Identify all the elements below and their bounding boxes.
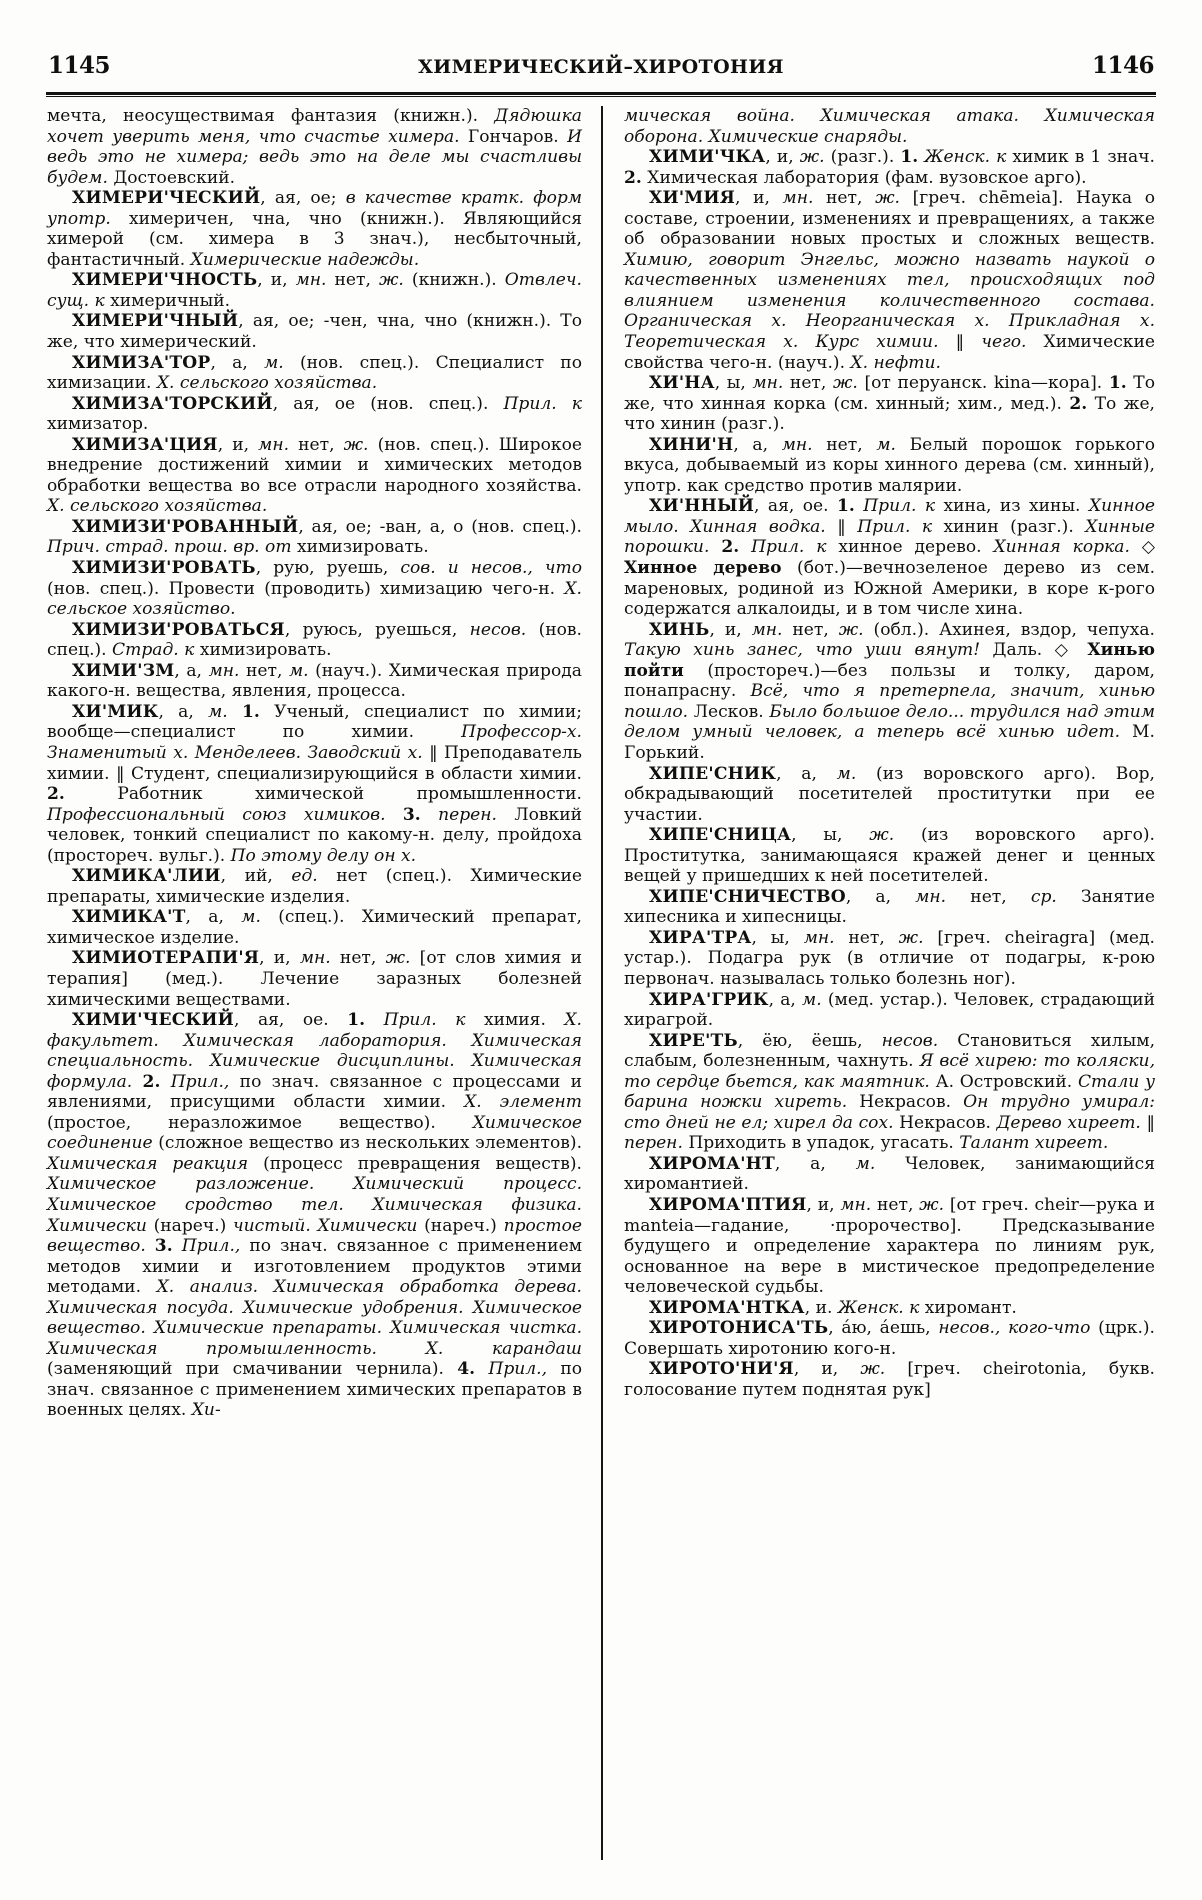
entry-himioterapiya <box>47 948 582 1010</box>
headword: ХИМИЗА'ТОРСКИЙ <box>72 393 273 414</box>
text-run: химеричный. <box>104 290 231 311</box>
headword: ХИПЕ'СНИЧЕСТВО <box>649 886 846 907</box>
entry-hiret <box>624 1031 1155 1154</box>
headword: ХИМЕРИ'ЧНЫЙ <box>72 311 239 332</box>
text-run: ср. <box>1030 886 1057 907</box>
running-head <box>48 52 1154 86</box>
text-run: Хи- <box>191 1400 221 1421</box>
text-run: нет, <box>871 1194 920 1215</box>
headword: ХИМИ'ЧКА <box>649 147 766 168</box>
text-run: , ий, <box>220 866 292 887</box>
headword: ХИ'МИК <box>72 701 159 722</box>
text-run <box>709 537 721 557</box>
headword: ХИМИКА'ЛИИ <box>72 866 221 887</box>
entry-himichesky <box>47 1010 582 1421</box>
sense-number: 1. <box>836 496 855 517</box>
page-number-left: 1145 <box>48 52 111 79</box>
headword: ХИРОМА'НТКА <box>649 1297 805 1318</box>
text-run: Х. нефти. <box>850 352 941 373</box>
entry-himizm <box>47 661 582 702</box>
text-run <box>421 805 438 825</box>
entry-hiratra <box>624 928 1155 990</box>
text-run: чистый. Химически <box>233 1215 418 1236</box>
headword: ХИМИЗИ'РОВАТЬСЯ <box>72 619 285 640</box>
text-run: ж. <box>898 927 924 948</box>
text-run: Прил. к <box>863 496 936 517</box>
entry-himizirovatsya <box>47 620 582 661</box>
entry-himichka <box>624 147 1155 188</box>
entry-himerichny <box>47 311 582 352</box>
text-run: м. <box>264 352 284 373</box>
text-run: ж. <box>869 825 895 846</box>
sense-number: 1. <box>900 147 919 168</box>
text-run: [греч. cheirotonia, букв. голосование путем поднятая рук] <box>624 1359 1155 1400</box>
text-run <box>132 1072 142 1092</box>
text-run: нет, <box>239 660 289 681</box>
text-run: химизировать. <box>291 537 429 558</box>
entry-hiromantiya <box>624 1195 1155 1298</box>
text-run: ж. <box>385 948 411 969</box>
header-rule <box>46 92 1156 97</box>
text-run: Стали у барина ножки хиреть. <box>624 1071 1155 1113</box>
text-run: мн. <box>915 886 947 907</box>
headword: ХИМИ'ЧЕСКИЙ <box>72 1010 235 1031</box>
text-run: , и, <box>709 619 752 640</box>
sense-number: 2. <box>1069 393 1088 414</box>
entry-himizirovat <box>47 558 582 620</box>
headword: ХИПЕ'СНИЦА <box>649 825 792 846</box>
text-run <box>855 496 863 516</box>
text-run: Приходить в упадок, угасать. <box>682 1133 960 1154</box>
text-run: Хинное мыло. Хинная водка. <box>624 496 1156 537</box>
headword: ХИМИКА'Т <box>72 907 186 928</box>
text-run: Хинная корка. <box>993 537 1130 558</box>
text-run: мн. <box>258 434 290 455</box>
text-run: мечта, неосуществимая фантазия (книжн.). <box>47 106 495 126</box>
text-run: Х. сельского хозяйства. <box>156 373 378 394</box>
text-run <box>228 702 242 722</box>
text-run: , ы, <box>791 825 870 846</box>
text-run: нет, <box>326 270 379 291</box>
text-run: Прил. к <box>383 1010 466 1031</box>
text-run: (процесс превращения веществ). <box>248 1153 582 1174</box>
sense-number: 1. <box>1108 373 1127 394</box>
headword: ХИМИЗА'ЦИЯ <box>72 434 218 455</box>
sense-number: 2. <box>624 167 642 188</box>
text-run: Химическая реакция <box>47 1153 249 1174</box>
text-run: ж. <box>875 188 900 209</box>
text-run: Я всё хирею: то коляски, то сердце бьется, как маятник. <box>624 1051 1156 1092</box>
text-run: Человек, занимающийся хиромантией. <box>624 1153 1155 1195</box>
text-run <box>146 1236 155 1256</box>
text-run: И ведь это не химера; ведь это на деле мы счастливы будем. <box>47 126 582 188</box>
text-run: ж. <box>378 270 404 291</box>
text-run: , ы, <box>714 373 753 394</box>
text-run: Отвлеч. сущ. к <box>47 270 582 311</box>
sense-number: 2. <box>721 537 740 558</box>
text-run: (нов. спец.). Специалист по химизации. <box>47 352 582 394</box>
text-run: нет (спец.). Химические препараты, химические изделия. <box>47 866 582 907</box>
headword: ХИНЬ <box>649 619 710 640</box>
headword: ХИ'ННЫЙ <box>649 496 755 517</box>
text-run: [от перуанск. kina—кора]. <box>857 373 1109 394</box>
text-run: Ловкий человек, тонкий специалист по какому-н. делу, пройдоха (простореч. вульг.). <box>47 804 582 866</box>
text-columns <box>47 106 1155 1860</box>
entry-hipesnitsa <box>624 825 1155 887</box>
text-run: , и, <box>793 1359 861 1380</box>
text-run: несов. <box>881 1030 939 1051</box>
text-run: ж. <box>860 1359 886 1380</box>
text-run: (простореч.)—без пользы и толку, даром, понапрасну. <box>624 660 1155 702</box>
text-run: нет, <box>330 948 386 969</box>
text-run: м. <box>288 660 309 681</box>
text-run: Химическая лаборатория (фам. вузовское арго). <box>641 167 1087 188</box>
text-run: То же, что хинная корка (см. хинный; хим., мед.). <box>624 373 1155 414</box>
text-run: , а, <box>774 1153 856 1174</box>
text-run: ж. <box>919 1194 945 1215</box>
text-run: Х. элемент <box>464 1092 583 1113</box>
entry-hirotoniya <box>624 1359 1155 1400</box>
text-run: ж. <box>832 373 858 394</box>
sense-number: 2. <box>142 1071 161 1092</box>
text-run: Химерические надежды. <box>190 249 420 270</box>
text-run: Ученый, специалист по химии; вообще—специалист по химии. <box>47 701 582 743</box>
text-run: мн. <box>751 619 783 640</box>
entry-himizator <box>47 353 582 394</box>
text-run <box>739 537 751 557</box>
running-title: ХИМЕРИЧЕСКИЙ–ХИРОТОНИЯ <box>418 56 784 78</box>
text-run: Х. сельское хозяйство. <box>47 578 582 620</box>
text-run: [греч. cheiragra] (мед. устар.). Подагра рук (в отличие от подагры, к-рою первонач. называлась только болезнь ног). <box>624 927 1155 989</box>
continuation-himera <box>47 106 582 188</box>
text-run: , а, <box>185 907 242 928</box>
column-right <box>601 106 1155 1860</box>
text-run: , и, <box>765 147 800 168</box>
text-run: Некрасов. <box>847 1092 964 1113</box>
text-run: , ая, ое. <box>234 1010 348 1031</box>
entry-himikalii <box>47 866 582 907</box>
text-run: Даль. ◇ <box>980 640 1088 661</box>
text-run: мн. <box>299 948 331 969</box>
text-run: мн. <box>803 927 835 948</box>
headword: ХИНИ'Н <box>649 434 734 455</box>
text-run: хинин (разг.). <box>932 516 1086 537</box>
text-run: , а, <box>210 352 265 373</box>
text-run: хина, из хины. <box>935 496 1089 517</box>
text-run <box>386 805 403 825</box>
entry-hipesnichestvo <box>624 887 1155 928</box>
column-left <box>47 106 601 1860</box>
text-run: Страд. к <box>112 640 195 661</box>
text-run: , ая, ое. <box>754 496 837 517</box>
text-run: химия. <box>465 1010 565 1031</box>
text-run: мн. <box>840 1194 872 1215</box>
text-run: , а, <box>733 434 782 455</box>
text-run: нет, <box>289 434 344 455</box>
text-run: Химию, говорит Энгельс, можно назвать наукой о качественных изменениях тел, происходящих под влиянием изменения количественного состава. Органическая х. Неорганическая х. Прикладная х. Теоретическая х. Курс химии. <box>624 249 1155 353</box>
text-run: Некрасов. <box>893 1112 997 1133</box>
entry-hiragrik <box>624 990 1155 1031</box>
page-number-right: 1146 <box>1091 52 1154 79</box>
text-run: мн. <box>782 188 814 209</box>
entry-hiromantka <box>624 1298 1155 1319</box>
text-run: хинное дерево. <box>826 537 994 558</box>
text-run: (нареч.) <box>146 1215 234 1236</box>
text-run: Х. факультет. Химическая лаборатория. Химическая специальность. Химические дисциплины. Химическая формула. <box>47 1010 582 1092</box>
text-run: , а, <box>768 989 803 1010</box>
headword: ХИРОМА'ПТИЯ <box>649 1194 807 1215</box>
text-run: Прил. к <box>751 537 827 558</box>
text-run: м. <box>802 989 822 1010</box>
text-run: , и, <box>735 188 783 209</box>
text-run: по знач. связанное с применением методов химии и изготовлением продуктов этими методами. <box>47 1236 582 1298</box>
text-run: Химическое соединение <box>47 1112 582 1154</box>
text-run: (книжн.). <box>403 270 505 291</box>
headword: ХИРА'ТРА <box>649 927 752 948</box>
text-run: м. <box>208 701 228 722</box>
headword: ХИРА'ГРИК <box>649 989 769 1010</box>
text-run: ж. <box>799 147 825 168</box>
entry-himizatsiya <box>47 435 582 517</box>
text-run: (науч.). Химическая природа какого-н. вещества, явления, процесса. <box>47 660 582 702</box>
text-run: , а, <box>845 886 916 907</box>
entry-himiya <box>624 188 1155 373</box>
text-run: мическая война. Химическая атака. Химическая оборона. Химические снаряды. <box>624 106 1155 147</box>
text-run: Прил., <box>488 1359 548 1380</box>
text-run: простое вещество. <box>47 1215 582 1257</box>
text-run: по знач. связанное с процессами и явлениями, присущими области химии. <box>47 1071 583 1113</box>
text-run: перен. <box>624 1133 683 1154</box>
text-run: м. <box>836 763 857 784</box>
text-run: , а, <box>776 763 837 784</box>
text-run: ‖ <box>825 516 858 537</box>
text-run: в качестве кратк. форм употр. <box>47 188 582 229</box>
text-run: м. <box>855 1153 876 1174</box>
text-run: (обл.). Ахинея, вздор, чепуха. <box>863 619 1155 640</box>
entry-hipesnik <box>624 764 1155 826</box>
text-run: , ёю, ёешь, <box>737 1030 882 1051</box>
text-run: мн. <box>295 270 327 291</box>
text-run: А. Островский. <box>929 1071 1078 1092</box>
text-run: Становиться хилым, слабым, болезненным, чахнуть. <box>624 1030 1155 1072</box>
entry-hiromant <box>624 1154 1155 1195</box>
text-run: , и, <box>217 434 259 455</box>
continuation-himichesky <box>624 106 1155 147</box>
text-run: по знач. связанное с применением химических препаратов в военных целях. <box>47 1359 583 1421</box>
text-run: м. <box>876 434 896 455</box>
text-run: сов. и несов., что <box>400 558 582 579</box>
text-run: , ая, ое; <box>260 188 346 209</box>
headword: ХИМИЗИ'РОВАННЫЙ <box>72 516 299 537</box>
text-run: , руюсь, руешься, <box>284 619 470 640</box>
text-run: Дерево хиреет. <box>996 1112 1141 1133</box>
text-run <box>475 1359 488 1379</box>
sense-number: 4. <box>457 1359 476 1380</box>
text-run: , ая, ое; -ван, а, о (нов. спец.). <box>298 516 582 537</box>
text-run: Талант хиреет. <box>959 1133 1109 1154</box>
text-run: , и. <box>804 1297 838 1318</box>
text-run: нет, <box>813 188 876 209</box>
text-run: Профессиональный союз химиков. <box>47 804 386 825</box>
headword: ХИ'НА <box>649 373 715 394</box>
text-run: Хинью пойти <box>624 640 1155 681</box>
headword: ХИРОМА'НТ <box>649 1153 775 1174</box>
text-run: несов. <box>469 619 527 640</box>
text-run: Гончаров. <box>459 126 568 147</box>
sense-number: 1. <box>347 1010 366 1031</box>
entry-hina <box>624 373 1155 435</box>
text-run: Дядюшка хочет уверить меня, что счастье химера. <box>47 106 582 147</box>
text-run: Достоевский. <box>107 167 236 188</box>
text-run: Женск. к <box>924 147 1007 168</box>
headword: ХИРЕ'ТЬ <box>649 1030 738 1051</box>
text-run: , а, <box>158 701 209 722</box>
entry-hinin <box>624 435 1155 497</box>
text-run: нет, <box>946 886 1031 907</box>
text-run: (спец.). Химический препарат, химическое изделие. <box>47 907 582 948</box>
text-run: Белый порошок горького вкуса, добываемый из коры хинного дерева (см. хинный), употр. как средство против малярии. <box>624 434 1155 496</box>
sense-number: 1. <box>241 701 260 722</box>
text-run: , ая, ое (нов. спец.). <box>272 393 504 414</box>
headword: ХИПЕ'СНИК <box>649 763 777 784</box>
headword: ХИ'МИЯ <box>649 188 735 209</box>
text-run: Профессор-х. Знаменитый х. Менделеев. Заводский х. <box>47 722 582 763</box>
text-run: [греч. chēmeia]. Наука о составе, строении, изменениях и превращениях, а также об образовании новых простых и сложных веществ. <box>624 188 1155 250</box>
entry-himerichnost <box>47 270 582 311</box>
headword: ХИМЕРИ'ЧЕСКИЙ <box>72 188 261 209</box>
text-run: ◇ <box>1129 537 1155 558</box>
entry-himizatorsky <box>47 394 582 435</box>
text-run: Прил., <box>181 1236 241 1257</box>
text-run: Он трудно умирал: сто дней не ел; хирел да сох. <box>624 1092 1156 1133</box>
text-run: нет, <box>834 927 899 948</box>
text-run: Женск. к <box>837 1297 920 1318</box>
sense-number: 2. <box>47 784 65 805</box>
text-run: ‖ Преподаватель химии. ‖ Студент, специализирующийся в области химии. <box>47 742 582 784</box>
entry-himizirovanny <box>47 517 582 558</box>
text-run: Химическое разложение. Химический процесс. Химическое сродство тел. Химическая физика. Химически <box>47 1174 582 1236</box>
text-run: (сложное вещество из нескольких элементов). <box>152 1133 582 1154</box>
text-run: Лесков. <box>688 701 770 722</box>
entry-himik <box>47 702 582 866</box>
text-run: По этому делу он х. <box>230 845 417 866</box>
text-run <box>173 1236 182 1256</box>
text-run: [от слов химия и терапия] (мед.). Лечение заразных болезней химическими веществами. <box>47 948 582 1010</box>
headword: ХИРОТО'НИ'Я <box>649 1359 794 1380</box>
text-run: , ы, <box>751 927 804 948</box>
text-run: , рую, руешь, <box>255 558 401 579</box>
text-run: (из воровского арго). Вор, обкрадывающий посетителей проститутки при ее участии. <box>624 763 1155 825</box>
text-run: Прил. к <box>857 516 933 537</box>
text-run: Химические свойства чего-н. (науч.). <box>624 332 1155 373</box>
text-run: , и, <box>257 270 296 291</box>
text-run: (нов. спец.). Провести (проводить) химизацию чего-н. <box>47 578 565 599</box>
headword: ХИМИОТЕРАПИ'Я <box>72 948 260 969</box>
text-run: (мед. устар.). Человек, страдающий хирагрой. <box>624 989 1155 1031</box>
text-run: Работник химической промышленности. <box>64 784 582 805</box>
text-run <box>365 1010 384 1030</box>
text-run: Всё, что я претерпела, значит, хинью пошло. <box>624 681 1155 722</box>
text-run: перен. <box>438 804 497 825</box>
text-run: химизатор. <box>47 414 149 435</box>
text-run: м. <box>241 907 261 928</box>
text-run: ж. <box>343 434 369 455</box>
entry-hinny <box>624 496 1155 619</box>
text-run: То же, что хинин (разг.). <box>624 393 1155 435</box>
text-run: Хинное дерево <box>624 558 782 579</box>
text-run: , ая, ое; -чен, чна, чно (книжн.). То же, что химерический. <box>47 311 582 353</box>
text-run: чего. <box>981 332 1027 353</box>
text-run: Х. анализ. Химическая обработка дерева. Химическая посуда. Химические удобрения. Химическое вещество. Химические препараты. Химическая чистка. Химическая промышленность. Х. карандаш <box>47 1277 582 1359</box>
headword: ХИРОТОНИСА'ТЬ <box>649 1318 829 1339</box>
entry-hin <box>624 620 1155 764</box>
text-run <box>160 1072 170 1092</box>
text-run: ж. <box>838 619 864 640</box>
text-run: [от греч. cheir—рука и manteia—гадание, ·пророчество]. Предсказывание будущего и определение характера по линиям рук, основанное на вере в мистическое предопределение человеческой судьбы. <box>624 1194 1155 1298</box>
headword: ХИМИ'ЗМ <box>72 660 175 681</box>
text-run: (из воровского арго). Проститутка, занимающаяся кражей денег и ценных вещей у пришедших к ней посетителей. <box>624 825 1155 887</box>
text-run: (нов. спец.). <box>47 619 582 661</box>
text-run: , а, <box>174 660 209 681</box>
text-run: химизировать. <box>194 640 332 661</box>
text-run: , áю, áешь, <box>828 1318 939 1339</box>
text-run: Прич. страд. прош. вр. от <box>47 537 292 558</box>
text-run: , и, <box>259 948 300 969</box>
text-run: (разг.). <box>824 147 901 168</box>
text-run: ‖ <box>1140 1112 1155 1133</box>
text-run: Прил. к <box>503 393 582 414</box>
text-run: М. Горький. <box>624 722 1155 763</box>
text-run: Такую хинь занес, что уши вянут! <box>624 640 981 661</box>
text-run: несов., кого-что <box>938 1318 1091 1339</box>
text-run: (нареч.) <box>417 1215 504 1236</box>
text-run: мн. <box>752 373 784 394</box>
text-run: Хинные порошки. <box>624 516 1155 558</box>
text-run: ‖ <box>938 332 982 353</box>
headword: ХИМИЗИ'РОВАТЬ <box>72 558 256 579</box>
text-run: Занятие хипесника и хипесницы. <box>624 886 1155 928</box>
text-run: (бот.)—вечнозеленое дерево из сем. мареновых, родиной из Южной Америки, в коре к-рого содержатся алкалоиды, и в том числе хина. <box>624 558 1155 620</box>
text-run: Было большое дело... трудился над этим делом умный человек, а теперь всё хинью идет. <box>624 701 1155 743</box>
headword: ХИМЕРИ'ЧНОСТЬ <box>72 270 258 291</box>
text-run: Х. сельского хозяйства. <box>47 496 268 517</box>
text-run: хиромант. <box>919 1297 1017 1318</box>
headword: ХИМИЗА'ТОР <box>72 352 211 373</box>
text-run: мн. <box>208 660 240 681</box>
text-run: химеричен, чна, чно (книжн.). Являющийся химерой (см. химера в 3 знач.), несбыточный, фантастичный. <box>47 208 582 270</box>
text-run: (црк.). Совершать хиротонию кого-н. <box>624 1318 1155 1359</box>
text-run: (нов. спец.). Широкое внедрение достижений химии и химических методов обработки вещества во все отрасли народного хозяйства. <box>47 434 582 496</box>
text-run: (простое, неразложимое вещество). <box>47 1112 473 1133</box>
text-run: Прил., <box>170 1071 230 1092</box>
text-run: (заменяющий при смачивании чернила). <box>47 1359 458 1380</box>
text-run: нет, <box>782 619 839 640</box>
text-run: нет, <box>783 373 833 394</box>
text-run: нет, <box>812 434 877 455</box>
text-run: химик в 1 знач. <box>1006 147 1155 168</box>
sense-number: 3. <box>154 1236 173 1257</box>
text-run: , и, <box>806 1194 841 1215</box>
entry-himikat <box>47 907 582 948</box>
text-run: ед. <box>291 866 318 887</box>
sense-number: 3. <box>402 804 421 825</box>
text-run: мн. <box>781 434 813 455</box>
entry-himerichesky <box>47 188 582 270</box>
entry-hirotonisat <box>624 1318 1155 1359</box>
